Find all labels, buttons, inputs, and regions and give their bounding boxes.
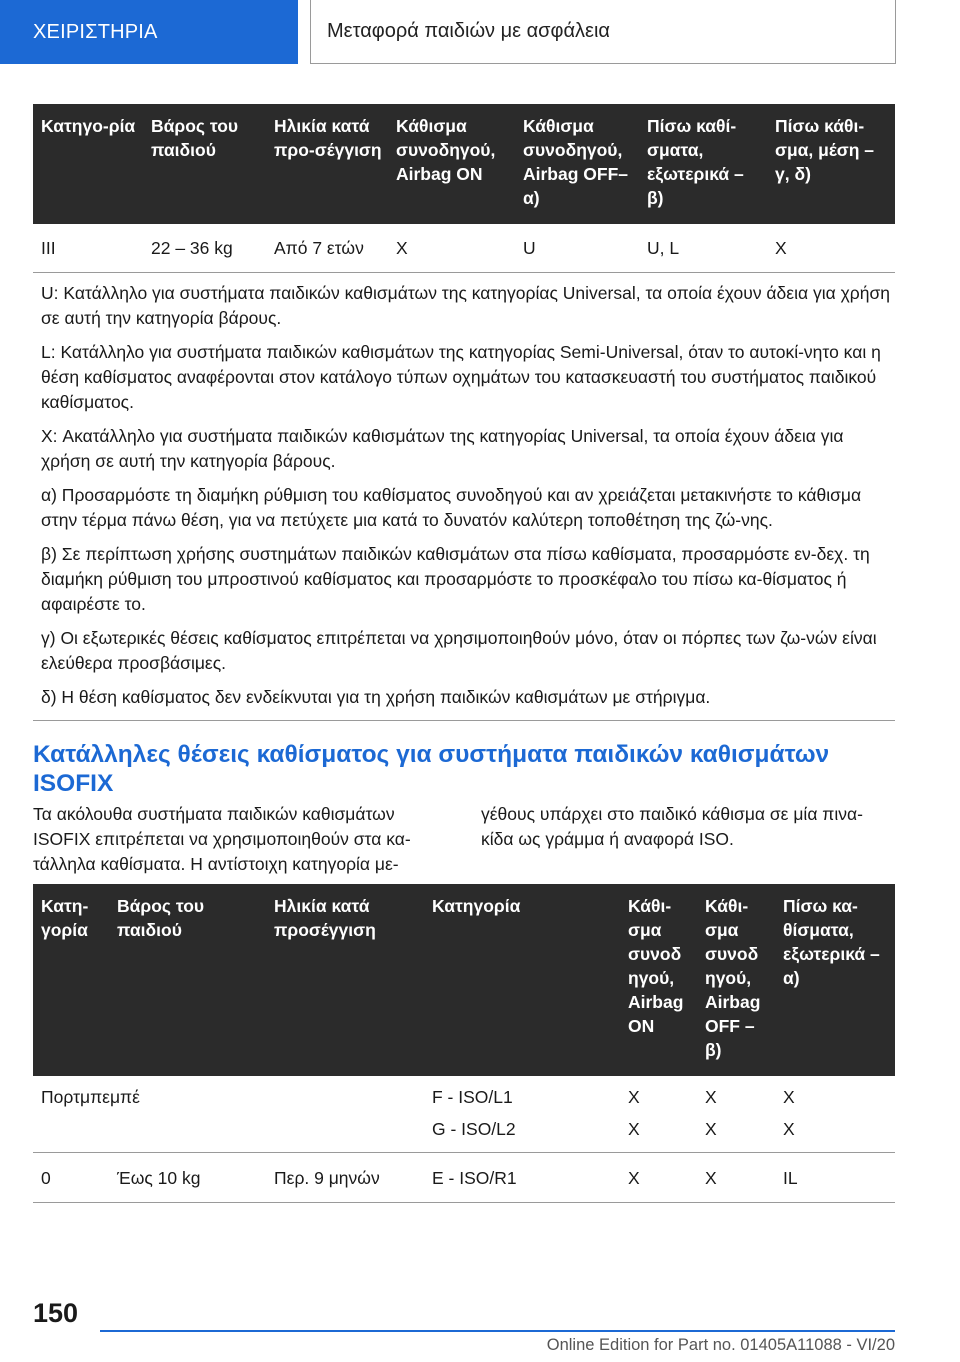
cell: Περ. 9 μηνών bbox=[266, 1153, 424, 1203]
col-passenger-airbag-off: Κάθι-σμα συνοδ ηγού, Airbag OFF – β) bbox=[697, 884, 775, 1076]
cell bbox=[697, 1076, 775, 1153]
notes-row bbox=[33, 273, 895, 721]
col-size-class: Κατηγορία bbox=[424, 884, 620, 1076]
note-c: γ) Οι εξωτερικές θέσεις καθίσματος επιτρέπεται να χρησιμοποιηθούν μόνο, όταν οι πόρπες των ζω-νών είναι ελεύθερα προσβάσιμες. bbox=[41, 628, 877, 673]
col-passenger-airbag-off: Κάθισμα συνοδηγού, Airbag OFF– α) bbox=[515, 104, 639, 224]
page-header bbox=[0, 0, 960, 64]
note-a: α) Προσαρμόστε τη διαμήκη ρύθμιση του καθίσματος συνοδηγού και αν χρειάζεται μετακινήστε το κάθισμα στην τέρμα πάνω θέση, για να πετύχετε μια κατά το δυνατόν καλύτερη τοποθέτηση της ζώ-νης. bbox=[41, 485, 862, 530]
class-value: G - ISO/L2 bbox=[432, 1119, 516, 1139]
col-passenger-airbag-on: Κάθι-σμα συνοδ ηγού, Airbag ON bbox=[620, 884, 697, 1076]
topic-title: Μεταφορά παιδιών με ασφάλεια bbox=[310, 0, 896, 64]
table-row bbox=[33, 224, 895, 273]
footer-divider bbox=[100, 1330, 895, 1332]
section-heading: Κατάλληλες θέσεις καθίσματος για συστήματα παιδικών καθισμάτων ISOFIX bbox=[33, 741, 830, 797]
table-row bbox=[33, 1076, 895, 1153]
table-row bbox=[33, 1153, 895, 1203]
col-rear-outer: Πίσω καθί-σματα, εξωτερικά – β) bbox=[639, 104, 767, 224]
cell bbox=[775, 1076, 895, 1153]
cell: Από 7 ετών bbox=[266, 224, 388, 273]
table-header-row bbox=[33, 884, 895, 1076]
cell: U bbox=[515, 224, 639, 273]
note-u: U: Κατάλληλο για συστήματα παιδικών καθισμάτων της κατηγορίας Universal, τα οποία έχουν άδεια για χρήση σε αυτή την κατηγορία βάρους. bbox=[41, 283, 890, 328]
cell: Έως 10 kg bbox=[109, 1153, 266, 1203]
note-l: L: Κατάλληλο για συστήματα παιδικών καθισμάτων της κατηγορίας Semi-Universal, όταν το αυτοκί-νητο και η θέση καθίσματος αναφέρονται στον κατάλογο τύπων οχημάτων του κατασκευαστή του συστήματος παιδικού καθίσματος. bbox=[41, 342, 881, 412]
cell: Πορτμπεμπέ bbox=[33, 1076, 109, 1153]
table-notes bbox=[33, 273, 895, 721]
cell: III bbox=[33, 224, 143, 273]
cell: X bbox=[697, 1153, 775, 1203]
cell-value: X bbox=[628, 1119, 640, 1139]
intro-text-col1: Τα ακόλουθα συστήματα παιδικών καθισμάτων ISOFIX επιτρέπεται να χρησιμοποιηθούν στα κα-τάλληλα καθίσματα. Η αντίστοιχη κατηγορία με- bbox=[33, 804, 411, 874]
section-tab[interactable]: ΧΕΙΡΙΣΤΗΡΙΑ bbox=[0, 0, 298, 64]
cell: IL bbox=[775, 1153, 895, 1203]
cell: X bbox=[767, 224, 895, 273]
edition-note: Online Edition for Part no. 01405A11088 - VI/20 bbox=[546, 1336, 895, 1354]
note-x: X: Ακατάλληλο για συστήματα παιδικών καθισμάτων της κατηγορίας Universal, τα οποία έχουν άδεια για χρήση σε αυτή την κατηγορία βάρους. bbox=[41, 426, 844, 471]
cell bbox=[620, 1076, 697, 1153]
cell-value: X bbox=[705, 1087, 717, 1107]
cell-value: X bbox=[783, 1119, 795, 1139]
col-weight: Βάρος του παιδιού bbox=[143, 104, 266, 224]
col-category: Κατηγο-ρία bbox=[33, 104, 143, 224]
cell-value: X bbox=[628, 1087, 640, 1107]
child-seat-category-table bbox=[33, 104, 895, 721]
cell: U, L bbox=[639, 224, 767, 273]
note-d: δ) Η θέση καθίσματος δεν ενδείκνυται για τη χρήση παιδικών καθισμάτων με στήριγμα. bbox=[41, 687, 711, 707]
col-weight: Βάρος του παιδιού bbox=[109, 884, 266, 1076]
note-b: β) Σε περίπτωση χρήσης συστημάτων παιδικών καθισμάτων στα πίσω καθίσματα, προσαρμόστε εν-δεχ. τη διαμήκη ρύθμιση του μπροστινού καθίσματος και προσαρμόστε το προσκέφαλο του πίσω κα-θίσματος ή αφαιρέστε το. bbox=[41, 544, 870, 614]
col-category: Κατη-γορία bbox=[33, 884, 109, 1076]
cell-value: X bbox=[705, 1119, 717, 1139]
cell: X bbox=[388, 224, 515, 273]
class-value: F - ISO/L1 bbox=[432, 1087, 513, 1107]
col-age: Ηλικία κατά προσέγγιση bbox=[266, 884, 424, 1076]
cell: 22 – 36 kg bbox=[143, 224, 266, 273]
cell bbox=[424, 1076, 620, 1153]
cell: 0 bbox=[33, 1153, 109, 1203]
col-rear-outer: Πίσω κα-θίσματα, εξωτερικά – α) bbox=[775, 884, 895, 1076]
intro-text-col2: γέθους υπάρχει στο παιδικό κάθισμα σε μία πινα-κίδα ως γράμμα ή αναφορά ISO. bbox=[481, 804, 863, 849]
cell: X bbox=[620, 1153, 697, 1203]
col-age: Ηλικία κατά προ-σέγγιση bbox=[266, 104, 388, 224]
cell: E - ISO/R1 bbox=[424, 1153, 620, 1203]
page-number: 150 bbox=[33, 1298, 79, 1328]
isofix-table bbox=[33, 884, 895, 1203]
table-header-row bbox=[33, 104, 895, 224]
col-rear-middle: Πίσω κάθι-σμα, μέση – γ, δ) bbox=[767, 104, 895, 224]
col-passenger-airbag-on: Κάθισμα συνοδηγού, Airbag ON bbox=[388, 104, 515, 224]
cell-value: X bbox=[783, 1087, 795, 1107]
cell bbox=[266, 1076, 424, 1153]
